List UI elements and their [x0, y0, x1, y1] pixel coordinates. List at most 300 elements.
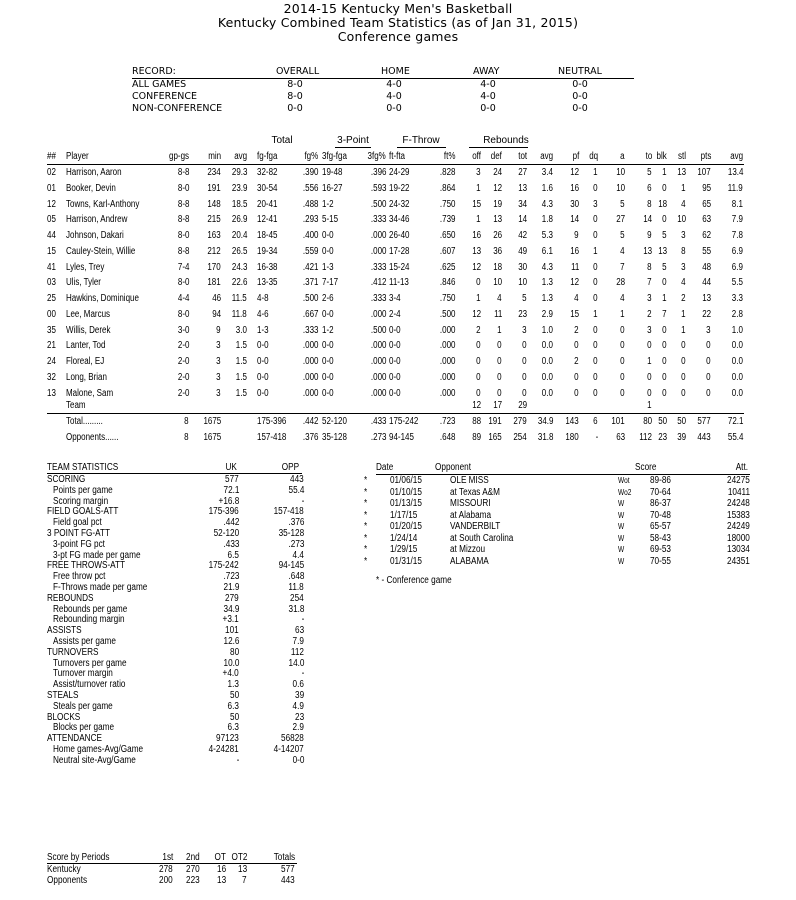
player-cell-assists — [619, 293, 625, 304]
player-cell-text: 14 — [518, 214, 527, 226]
player-cell-text: 279 — [513, 416, 527, 427]
player-cell-fg-fga — [257, 340, 271, 351]
player-cell-text: 0 — [593, 293, 598, 304]
player-cell-min-avg — [228, 246, 247, 257]
player-cell-3fg-fga — [322, 340, 336, 351]
player-cell-tot-reb — [521, 356, 527, 367]
player-cell-fg-fga — [257, 325, 271, 336]
player-cell-text: 0-0 — [322, 308, 334, 320]
team-stat-row — [47, 593, 307, 604]
schedule-opponent — [450, 556, 497, 568]
periods-cell-text: 16 — [216, 864, 226, 875]
team-stat-label-text: TURNOVERS — [47, 646, 99, 658]
player-cell-3fg-pct — [367, 230, 386, 241]
record-row — [132, 79, 634, 91]
player-cell-tot-reb — [516, 309, 527, 320]
player-cell-text: 5 — [647, 167, 652, 178]
player-cell-ft-pct — [436, 356, 455, 367]
player-cell-fg-pct — [299, 262, 318, 273]
team-stat-uk-text: 279 — [225, 592, 239, 604]
team-stat-label-text: Field goal pct — [53, 517, 102, 529]
player-cell-text: 3 — [476, 167, 481, 178]
player-cell-text: 20-41 — [257, 198, 278, 210]
team-stat-opp-text: 157-418 — [273, 506, 304, 518]
periods-header — [183, 852, 200, 863]
player-cell-text: 2.9 — [541, 308, 553, 320]
team-stat-label — [47, 506, 134, 517]
player-cell-3fg-fga — [322, 167, 348, 178]
player-cell-def-reb — [496, 356, 502, 367]
player-cell-points — [698, 151, 711, 162]
player-opponents-row — [47, 432, 747, 446]
player-cell-text: 13 — [47, 387, 56, 399]
player-cell-text: 3 — [216, 387, 221, 399]
player-cell-steals — [680, 356, 686, 367]
record-row-label: ALL GAMES — [132, 79, 187, 90]
player-cell-blocks — [661, 340, 667, 351]
player-cell-player-name — [66, 416, 112, 427]
player-cell-text: ft% — [443, 151, 455, 162]
team-stat-uk-text: 577 — [225, 474, 239, 485]
player-cell-ft-fta — [389, 230, 415, 241]
player-group-header: Total — [271, 135, 293, 146]
player-cell-text: 27 — [616, 214, 625, 226]
periods-header-text: 2nd — [186, 852, 200, 863]
player-cell-turnovers — [641, 246, 652, 257]
team-stat-row — [47, 517, 307, 528]
player-cell-turnovers — [646, 400, 652, 411]
player-cell-text: 0 — [620, 324, 625, 336]
player-cell-min — [204, 199, 221, 210]
schedule-attendance — [722, 556, 750, 568]
player-cell-text: 30 — [518, 261, 527, 273]
player-cell-text: 23 — [658, 432, 667, 443]
team-stat-row — [47, 755, 307, 766]
schedule-attendance — [723, 487, 750, 499]
player-cell-reb-avg — [534, 432, 553, 443]
player-cell-ft-fta — [389, 432, 420, 443]
team-stat-uk-text: 6.3 — [227, 722, 239, 734]
player-cell-text: 0 — [662, 371, 667, 383]
team-stat-opp — [290, 701, 304, 712]
periods-header-text: OT2 — [231, 852, 247, 863]
player-cell-def-reb — [491, 246, 502, 257]
player-cell-text: 1-3 — [257, 324, 269, 336]
periods-header-text: Totals — [273, 852, 295, 863]
player-cell-text: 01 — [47, 182, 56, 194]
schedule-result — [618, 521, 626, 533]
player-cell-3fg-pct — [367, 309, 386, 320]
player-cell-fg-pct — [299, 340, 318, 351]
player-cell-reb-avg — [539, 309, 553, 320]
player-cell-text: - — [595, 432, 598, 443]
player-cell-turnovers — [646, 388, 652, 399]
team-stat-label-text: ATTENDANCE — [47, 733, 102, 745]
player-cell-def-reb — [485, 416, 502, 427]
player-cell-text: 0 — [497, 340, 502, 352]
schedule-opponent — [450, 498, 499, 510]
player-cell-text: 3 — [216, 356, 221, 367]
player-cell-text: 0.0 — [541, 340, 553, 352]
schedule-table — [362, 462, 762, 587]
team-stat-opp — [293, 712, 304, 723]
team-stat-label-text: ASSISTS — [47, 625, 82, 637]
team-stat-opp — [301, 496, 304, 507]
player-cell-number — [47, 183, 58, 194]
player-cell-text: 19-48 — [322, 167, 343, 178]
player-cell-text: 12 — [472, 400, 481, 411]
periods-cell-text: 278 — [159, 864, 173, 875]
record-row-label: CONFERENCE — [132, 91, 198, 102]
player-cell-text: 1675 — [203, 416, 221, 427]
periods-header — [269, 852, 295, 863]
schedule-attendance-text: 15383 — [727, 509, 750, 521]
schedule-score — [650, 521, 676, 533]
player-cell-pf — [573, 356, 579, 367]
player-cell-dq — [592, 167, 598, 178]
player-cell-off-reb — [475, 356, 481, 367]
player-cell-text: 6 — [593, 416, 598, 427]
schedule-date-text: 1/24/14 — [390, 532, 418, 544]
player-cell-3fg-pct — [367, 356, 386, 367]
team-stat-opp-text: 55.4 — [288, 484, 304, 496]
player-cell-fg-pct — [299, 277, 318, 288]
player-cell-3fg-fga — [322, 356, 336, 367]
team-stat-uk — [220, 571, 239, 582]
player-column-header-row — [47, 151, 747, 165]
player-cell-tot-reb — [521, 325, 527, 336]
player-cell-text: 21 — [47, 340, 56, 352]
player-cell-text: Lanter, Tod — [66, 340, 106, 352]
player-cell-points — [694, 432, 711, 443]
player-cell-reb-avg — [539, 262, 553, 273]
player-cell-min — [215, 356, 221, 367]
player-cell-steals — [675, 416, 686, 427]
player-cell-text: 46 — [212, 293, 221, 304]
record-header-overall: OVERALL — [276, 66, 320, 77]
player-cell-text: 34-46 — [389, 214, 410, 226]
team-stat-opp-text: 4-14207 — [273, 743, 304, 755]
player-cell-text: 1.5 — [235, 371, 247, 383]
team-stat-row — [47, 496, 307, 507]
player-cell-text: 0-0 — [322, 340, 334, 352]
schedule-result-text: W — [618, 499, 625, 508]
player-cell-ft-fta — [389, 388, 403, 399]
player-cell-tot-reb — [516, 400, 527, 411]
schedule-result — [618, 533, 626, 545]
player-cell-text: 0 — [662, 214, 667, 226]
player-cell-text: .000 — [370, 340, 386, 352]
player-cell-tot-reb — [516, 199, 527, 210]
player-cell-assists — [619, 325, 625, 336]
player-cell-number — [47, 262, 58, 273]
player-cell-off-reb — [470, 199, 481, 210]
player-cell-min-avg — [228, 199, 247, 210]
report-title: 2014-15 Kentucky Men's Basketball — [283, 1, 513, 16]
team-statistics-table — [47, 462, 307, 766]
team-stat-uk-text: .723 — [223, 571, 239, 583]
player-cell-text: 0 — [593, 387, 598, 399]
player-cell-number — [47, 199, 58, 210]
player-cell-text: off — [472, 151, 481, 162]
schedule-result-text: W — [618, 510, 625, 520]
team-stat-opp — [285, 539, 304, 550]
player-cell-gp-gs — [175, 199, 189, 210]
team-stat-uk — [220, 636, 239, 647]
player-cell-player-name — [66, 356, 114, 367]
player-cell-text: 13 — [677, 167, 686, 178]
schedule-row — [362, 533, 762, 545]
schedule-score-text: 69-53 — [650, 544, 671, 555]
player-cell-text: 8 — [647, 198, 652, 210]
player-cell-3fg-fga — [322, 325, 336, 336]
team-stat-uk-text: .442 — [223, 517, 239, 529]
team-stat-opp-text: 31.8 — [288, 603, 304, 615]
player-cell-text: 12 — [472, 261, 481, 273]
player-cell-3fg-fga — [322, 151, 353, 162]
player-cell-ft-fta — [389, 309, 403, 320]
player-cell-text: 3-0 — [177, 324, 189, 336]
schedule-result — [618, 544, 626, 556]
team-stat-label-text: SCORING — [47, 474, 86, 485]
player-cell-points — [700, 230, 711, 241]
team-stat-opp-text: 0-0 — [292, 754, 304, 766]
schedule-opponent — [450, 544, 493, 556]
player-cell-min-avg — [233, 388, 247, 399]
periods-team — [47, 864, 88, 875]
player-cell-text: 1.5 — [235, 356, 247, 367]
schedule-conference-marker-text: * — [364, 555, 368, 567]
team-stat-label — [47, 647, 110, 658]
team-stat-label — [47, 593, 104, 604]
player-cell-dq — [592, 262, 598, 273]
player-cell-text: 15 — [570, 308, 579, 320]
team-stat-label — [47, 560, 142, 571]
player-cell-text: 94 — [212, 308, 221, 320]
player-cell-gp-gs — [183, 416, 189, 427]
player-cell-steals — [676, 151, 686, 162]
player-cell-min — [204, 214, 221, 225]
player-cell-text: 30 — [570, 198, 579, 210]
player-cell-fg-pct — [301, 151, 318, 162]
periods-cell-text: 443 — [281, 875, 295, 886]
player-cell-player-name — [66, 340, 115, 351]
player-cell-tot-reb — [516, 277, 527, 288]
player-cell-text: Willis, Derek — [66, 324, 111, 336]
team-stat-label — [53, 485, 126, 496]
player-cell-assists — [619, 230, 625, 241]
team-stat-row — [47, 679, 307, 690]
team-stat-label — [47, 733, 114, 744]
player-cell-tot-reb — [521, 372, 527, 383]
player-cell-def-reb — [496, 293, 502, 304]
player-cell-points — [705, 340, 711, 351]
player-cell-3fg-fga — [322, 199, 336, 210]
player-cell-gp-gs — [175, 230, 189, 241]
player-cell-steals — [680, 199, 686, 210]
player-cell-text: 1 — [593, 308, 598, 320]
player-cell-text: 4 — [620, 245, 625, 257]
player-cell-text: avg — [540, 151, 553, 162]
player-cell-points — [694, 167, 711, 178]
player-row — [47, 325, 747, 339]
player-cell-text: .273 — [370, 432, 386, 443]
team-stat-opp-text: - — [301, 668, 304, 680]
player-cell-text: .433 — [370, 416, 386, 427]
player-cell-text: 4 — [620, 293, 625, 304]
player-cell-pf — [571, 151, 579, 162]
player-cell-text: 80 — [643, 416, 652, 427]
player-cell-tot-reb — [516, 230, 527, 241]
team-stats-header-row — [47, 462, 302, 474]
player-cell-text: 0 — [593, 356, 598, 367]
player-cell-gp-gs — [175, 277, 189, 288]
record-table — [132, 66, 634, 115]
player-cell-text: 26-40 — [389, 230, 410, 241]
player-cell-blocks — [654, 151, 667, 162]
player-cell-text: .333 — [302, 324, 318, 336]
record-value: 0-0 — [480, 103, 496, 114]
player-cell-text: 8-8 — [177, 198, 189, 210]
player-cell-text: 234 — [207, 167, 221, 178]
player-cell-text: .293 — [302, 214, 318, 226]
player-cell-text: 13 — [658, 245, 667, 257]
team-stat-label — [53, 722, 127, 733]
player-cell-def-reb — [491, 277, 502, 288]
team-stat-opp — [290, 550, 304, 561]
schedule-row — [362, 475, 762, 487]
team-stat-label-text: Rebounds per game — [53, 603, 128, 615]
player-cell-text: 12 — [570, 277, 579, 289]
player-cell-ft-pct — [436, 309, 455, 320]
schedule-opponent — [450, 510, 500, 522]
periods-row — [47, 875, 297, 886]
schedule-conference-marker-text: * — [364, 521, 368, 532]
player-cell-fg-pct — [299, 167, 318, 178]
player-cell-text: .625 — [439, 261, 455, 273]
player-cell-text: 95 — [702, 182, 711, 194]
player-cell-reb-avg — [539, 277, 553, 288]
schedule-result-text: W — [618, 522, 625, 531]
player-cell-text: 0 — [593, 371, 598, 383]
player-cell-text: 2-0 — [177, 340, 189, 352]
team-stat-opp — [273, 560, 304, 571]
schedule-conference-marker — [364, 544, 368, 556]
team-stat-opp-text: 4.4 — [292, 549, 304, 561]
team-stat-label — [47, 712, 88, 723]
player-cell-text: Team — [66, 400, 86, 411]
schedule-attendance-text: 24248 — [727, 498, 750, 509]
player-cell-blocks — [656, 416, 667, 427]
player-cell-text: 175-396 — [257, 416, 287, 427]
player-cell-text: 18-45 — [257, 230, 278, 241]
player-cell-points-avg — [724, 416, 743, 427]
team-stat-uk-text: 50 — [229, 711, 239, 723]
schedule-attendance — [722, 475, 750, 487]
player-cell-3fg-pct — [367, 262, 386, 273]
team-stat-opp — [290, 636, 304, 647]
player-cell-dq — [592, 325, 598, 336]
player-cell-text: 44 — [47, 230, 56, 241]
periods-value — [156, 864, 173, 875]
team-stat-uk — [228, 712, 239, 723]
player-cell-text: .559 — [302, 245, 318, 257]
player-cell-text: 6.9 — [731, 261, 743, 273]
schedule-conference-marker — [364, 498, 368, 510]
player-cell-text: 27 — [518, 167, 527, 178]
team-stat-row — [47, 539, 307, 550]
team-stat-uk — [208, 528, 239, 539]
player-cell-text: 170 — [207, 261, 221, 273]
schedule-conference-marker-text: * — [364, 509, 368, 521]
player-cell-ft-fta — [389, 214, 415, 225]
player-cell-text: 3 — [681, 230, 686, 241]
player-cell-text: 0 — [662, 340, 667, 352]
player-cell-text: 4.3 — [541, 198, 553, 210]
schedule-result-text: W — [618, 533, 625, 543]
player-cell-tot-reb — [521, 388, 527, 399]
record-row — [132, 103, 634, 115]
player-cell-def-reb — [496, 372, 502, 383]
schedule-conference-marker — [364, 521, 368, 533]
player-cell-text: 0-0 — [389, 324, 401, 336]
team-stat-label-text: STEALS — [47, 689, 79, 701]
player-cell-assists — [614, 432, 625, 443]
team-stat-label-text: 3-pt FG made per game — [53, 549, 141, 561]
player-group-header: F-Throw — [402, 135, 440, 146]
player-cell-def-reb — [491, 230, 502, 241]
player-cell-text: .500 — [370, 198, 386, 210]
team-stat-label — [53, 550, 160, 561]
player-cell-text: 24 — [493, 167, 502, 178]
schedule-conference-marker — [364, 556, 368, 568]
player-cell-text: .333 — [370, 293, 386, 304]
team-stat-row — [47, 604, 307, 615]
player-cell-off-reb — [475, 293, 481, 304]
record-value: 4-0 — [386, 91, 402, 102]
team-stat-uk-text: 6.3 — [227, 700, 239, 712]
player-cell-text: 4-6 — [257, 308, 269, 320]
schedule-attendance-text: 24249 — [727, 521, 750, 532]
player-cell-text: 8-0 — [177, 308, 189, 320]
team-stat-label-text: 3 POINT FG-ATT — [47, 527, 111, 539]
player-cell-text: 1675 — [203, 432, 221, 443]
player-cell-text: min — [208, 151, 221, 162]
team-stat-label — [53, 744, 163, 755]
schedule-spacer — [362, 567, 762, 575]
player-cell-ft-pct — [436, 416, 455, 427]
player-cell-ft-fta — [389, 262, 415, 273]
player-cell-text: 148 — [207, 198, 221, 210]
player-cell-text: 0.0 — [731, 387, 743, 399]
player-cell-text: 49 — [518, 245, 527, 257]
player-cell-player-name — [66, 388, 125, 399]
player-cell-text: Long, Brian — [66, 371, 107, 383]
player-cell-text: 16 — [570, 182, 579, 194]
player-cell-text: 18 — [658, 198, 667, 210]
player-cell-player-name — [66, 151, 94, 162]
player-cell-text: 26.9 — [231, 214, 247, 226]
player-cell-off-reb — [470, 230, 481, 241]
player-cell-text: 26.5 — [231, 245, 247, 257]
player-cell-text: 89 — [472, 432, 481, 443]
player-cell-dq — [592, 277, 598, 288]
team-stat-uk-text: 34.9 — [223, 603, 239, 615]
player-cell-text: Malone, Sam — [66, 387, 114, 399]
team-stat-opp-text: 112 — [290, 646, 304, 658]
player-cell-text: 3 — [216, 340, 221, 352]
player-cell-ft-fta — [389, 199, 415, 210]
